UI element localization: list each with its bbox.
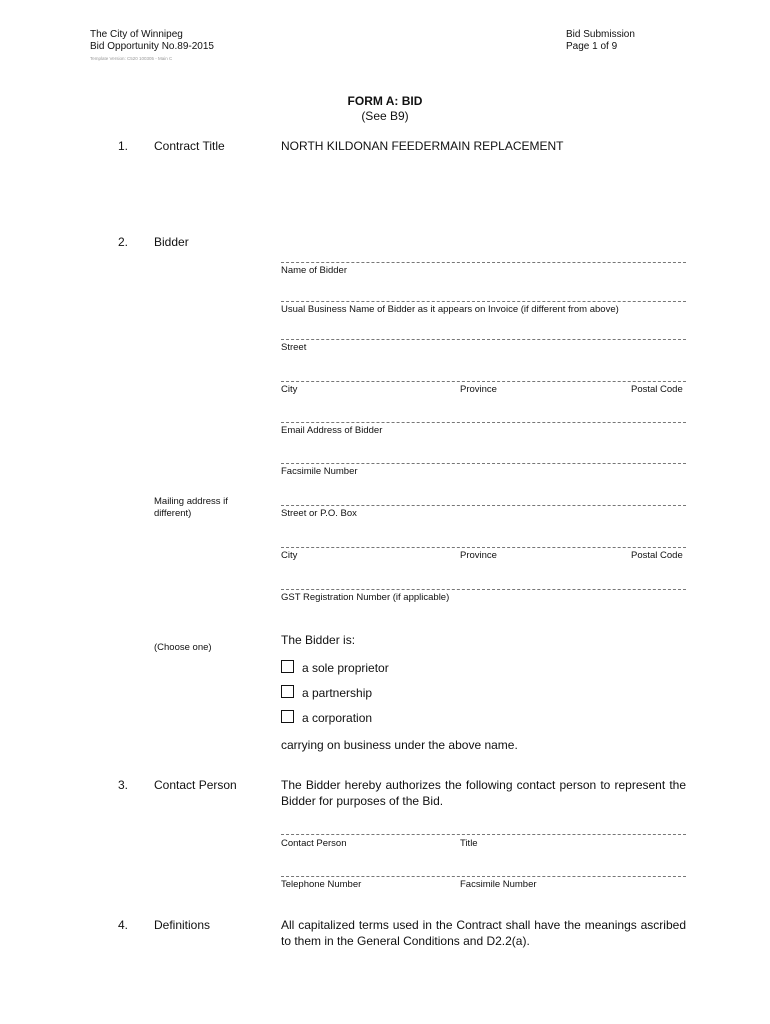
choose-one-label: (Choose one) xyxy=(154,642,212,653)
business-name-caption: Usual Business Name of Bidder as it appears on Invoice (if different from above) xyxy=(281,304,619,315)
contact-title-caption: Title xyxy=(460,838,478,849)
street-field[interactable] xyxy=(281,339,686,340)
mailing-city-caption: City xyxy=(281,550,298,561)
header-doc-type: Bid Submission xyxy=(566,29,635,40)
contract-title-value: NORTH KILDONAN FEEDERMAIN REPLACEMENT xyxy=(281,139,564,153)
partnership-label: a partnership xyxy=(302,686,373,700)
header-page: Page 1 of 9 xyxy=(566,41,618,52)
contact-fax-caption: Facsimile Number xyxy=(460,879,537,890)
city-caption: City xyxy=(281,384,298,395)
email-caption: Email Address of Bidder xyxy=(281,425,383,436)
province-caption: Province xyxy=(460,384,497,395)
mailing-label-1: Mailing address if xyxy=(154,496,228,507)
section4-label: Definitions xyxy=(154,918,211,932)
sole-proprietor-checkbox[interactable] xyxy=(281,660,294,673)
contact-person-title-field[interactable] xyxy=(281,834,686,835)
section2-number: 2. xyxy=(118,235,129,249)
contact-phone-fax-field[interactable] xyxy=(281,876,686,877)
partnership-checkbox[interactable] xyxy=(281,685,294,698)
mailing-city-province-postal-field[interactable] xyxy=(281,547,686,548)
street-caption: Street xyxy=(281,342,307,353)
mailing-street-caption: Street or P.O. Box xyxy=(281,508,357,519)
fax-field[interactable] xyxy=(281,463,686,464)
city-province-postal-field[interactable] xyxy=(281,381,686,382)
section3-label: Contact Person xyxy=(154,778,237,792)
telephone-caption: Telephone Number xyxy=(281,879,362,890)
section3-number: 3. xyxy=(118,778,129,792)
header-city: The City of Winnipeg xyxy=(90,29,183,40)
bidder-is-label: The Bidder is: xyxy=(281,633,356,647)
corporation-label: a corporation xyxy=(302,711,373,725)
header-bid-opportunity: Bid Opportunity No.89-2015 xyxy=(90,41,214,52)
form-title: FORM A: BID xyxy=(347,94,423,108)
section4-number: 4. xyxy=(118,918,129,932)
postal-caption: Postal Code xyxy=(631,384,683,395)
mailing-postal-caption: Postal Code xyxy=(631,550,683,561)
contact-authorization-text: The Bidder hereby authorizes the following contact person to represent the Bidder for purposes of the Bid. xyxy=(281,778,686,808)
bidder-name-field[interactable] xyxy=(281,262,686,263)
business-name-field[interactable] xyxy=(281,301,686,302)
form-subtitle: (See B9) xyxy=(361,109,409,123)
section2-label: Bidder xyxy=(154,235,189,249)
mailing-street-field[interactable] xyxy=(281,505,686,506)
section1-number: 1. xyxy=(118,139,129,153)
mailing-province-caption: Province xyxy=(460,550,497,561)
gst-field[interactable] xyxy=(281,589,686,590)
definitions-text: All capitalized terms used in the Contract shall have the meanings ascribed to them in the General Conditions and D2.2(a). xyxy=(281,918,686,948)
corporation-checkbox[interactable] xyxy=(281,710,294,723)
header-template-version: Template Version: C520 100305 - Main C xyxy=(90,56,173,61)
gst-caption: GST Registration Number (if applicable) xyxy=(281,592,450,603)
bidder-name-caption: Name of Bidder xyxy=(281,265,348,276)
carrying-on-text: carrying on business under the above name. xyxy=(281,738,518,752)
mailing-label-2: different) xyxy=(154,508,192,519)
contact-person-caption: Contact Person xyxy=(281,838,347,849)
email-field[interactable] xyxy=(281,422,686,423)
fax-caption: Facsimile Number xyxy=(281,466,358,477)
sole-proprietor-label: a sole proprietor xyxy=(302,661,389,675)
section1-label: Contract Title xyxy=(154,139,225,153)
